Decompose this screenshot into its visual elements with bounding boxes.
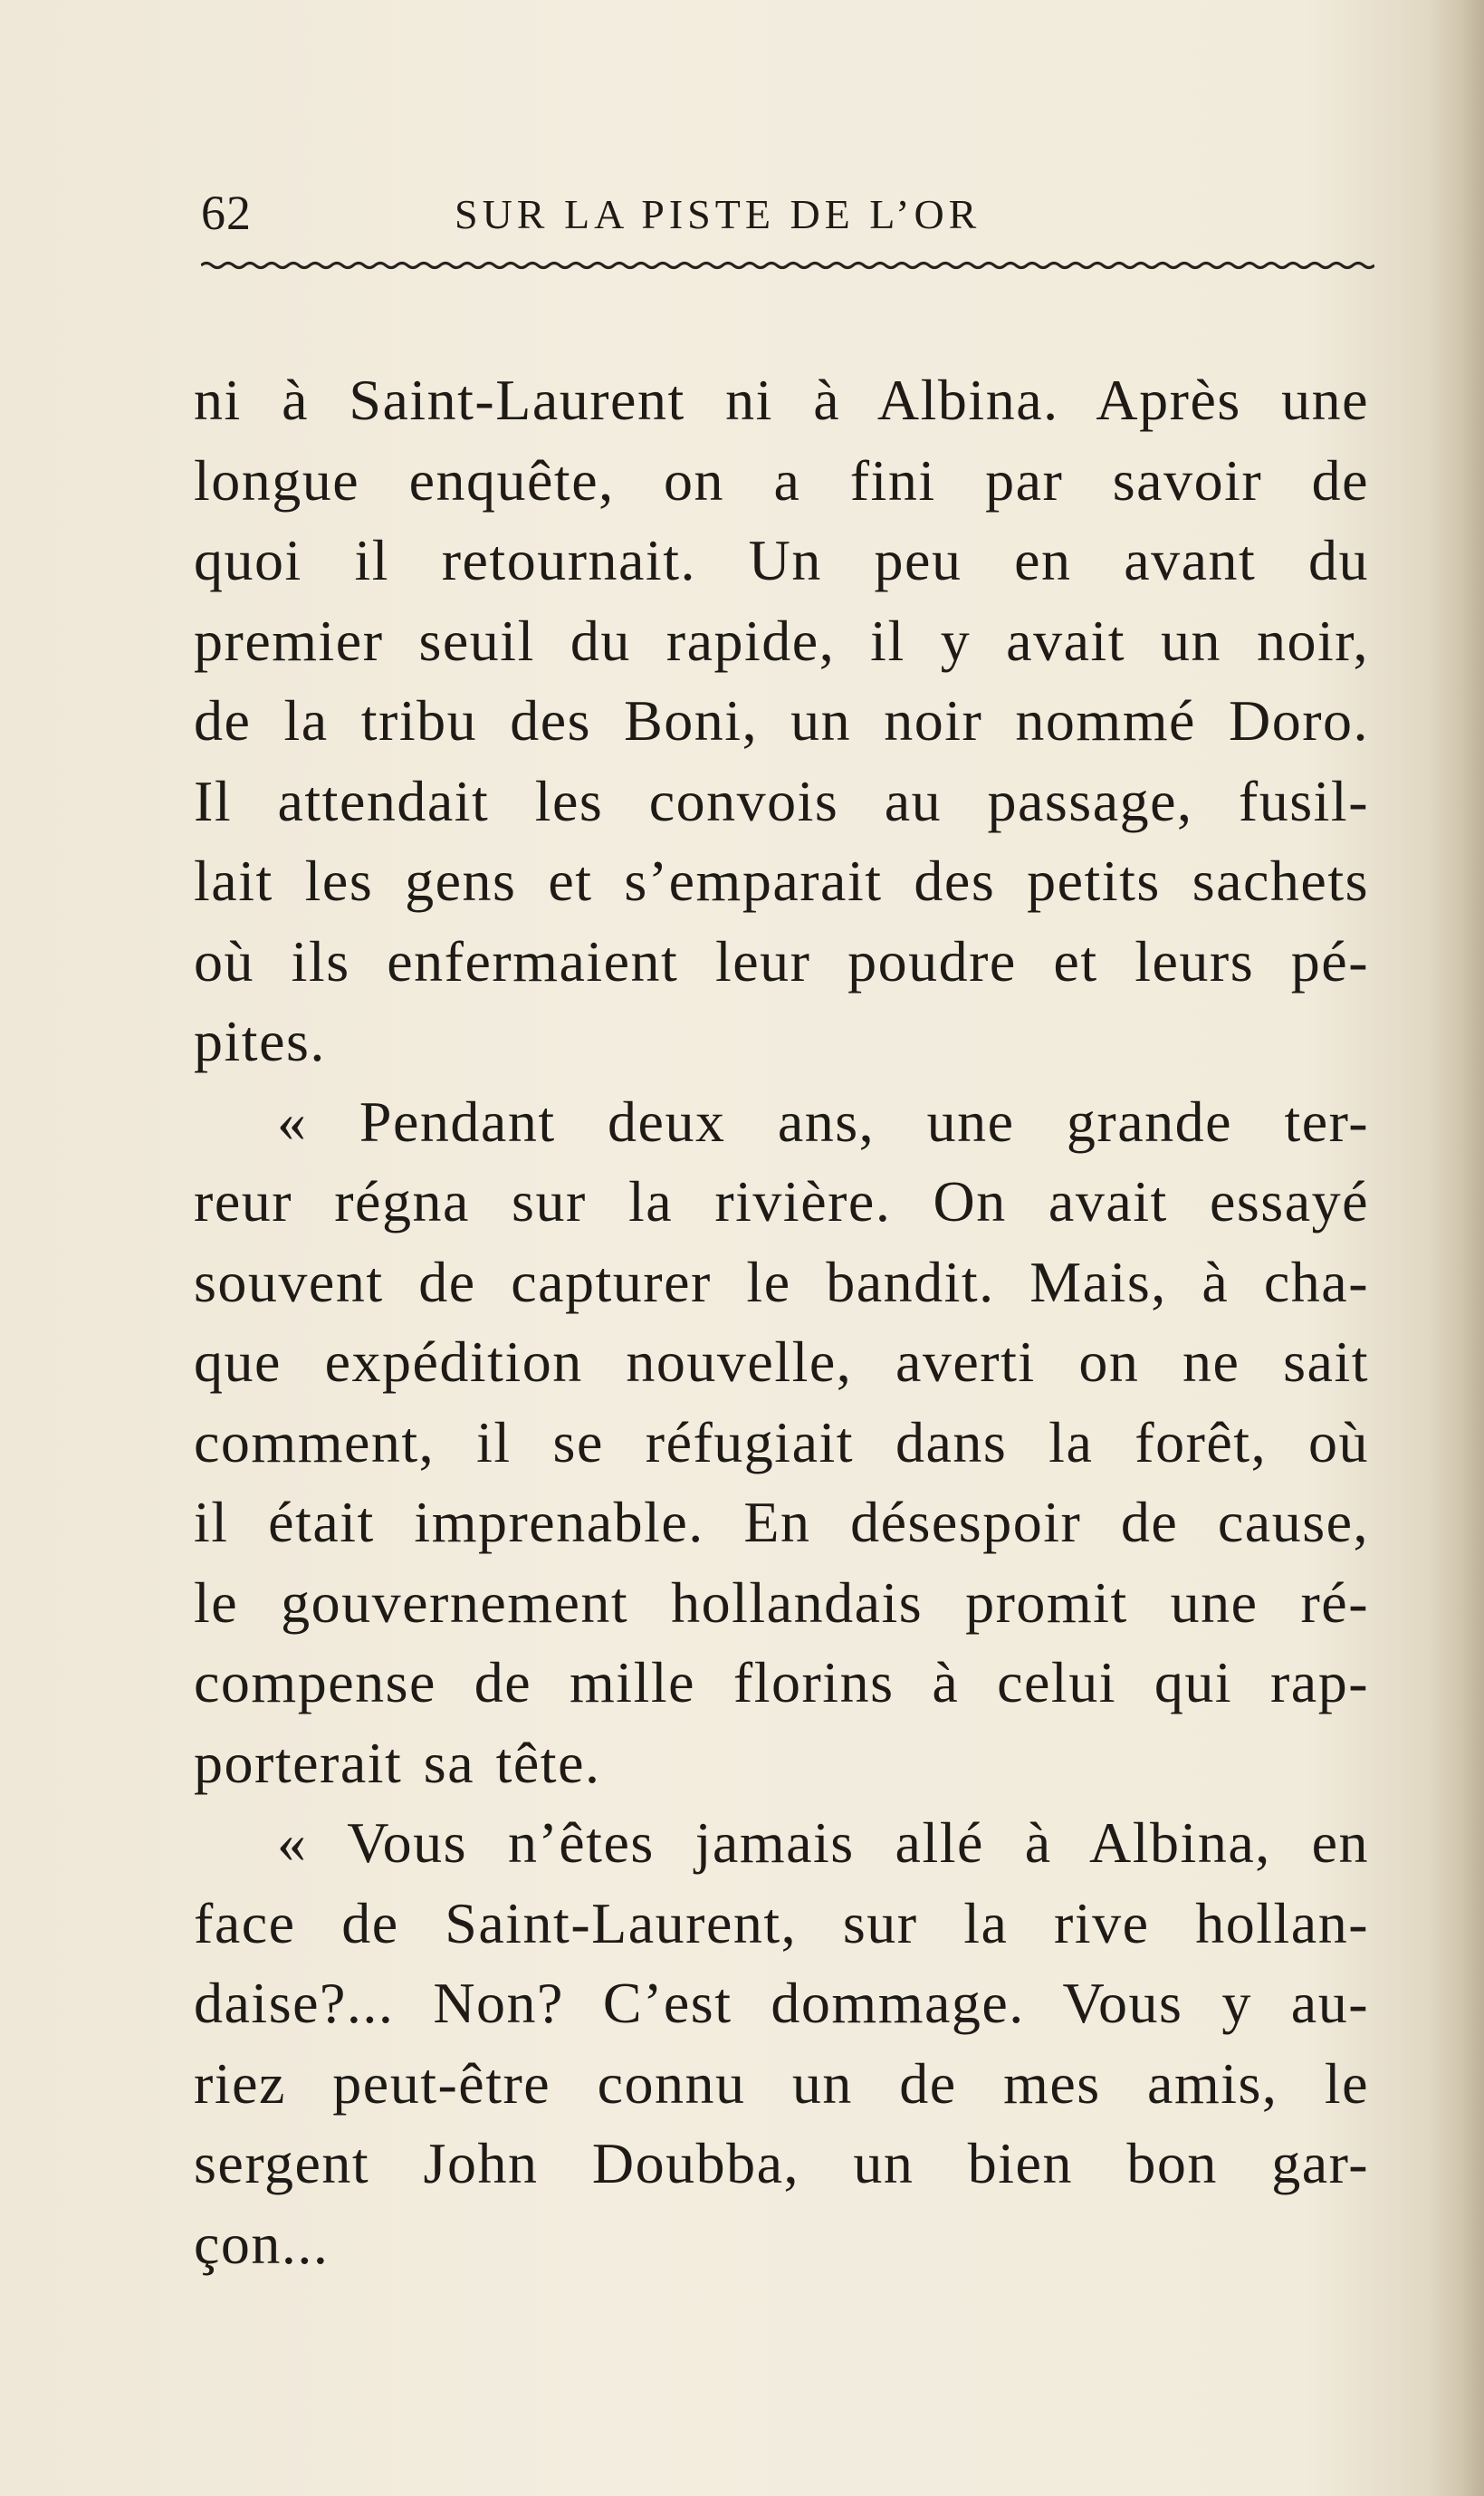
text-line: ni à Saint-Laurent ni à Albina. Après une — [194, 368, 1369, 432]
text-line: longue enquête, on a fini par savoir de — [194, 447, 1369, 513]
text-line: que expédition nouvelle, averti on ne sait — [194, 1330, 1369, 1394]
text-line: daise?... Non? C’est dommage. Vous y au- — [194, 1971, 1369, 2035]
text-line: riez peut-être connu un de mes amis, le — [194, 2050, 1369, 2116]
text-line: le gouvernement hollandais promit une ré- — [194, 1570, 1369, 1635]
text-line: souvent de capturer le bandit. Mais, à cha- — [194, 1249, 1369, 1314]
page-edge-shadow — [1430, 0, 1484, 2496]
text-line: Il attendait les convois au passage, fusil- — [194, 768, 1369, 833]
text-line: quoi il retournait. Un peu en avant du — [194, 528, 1369, 592]
text-line: compense de mille florins à celui qui rap- — [194, 1650, 1369, 1714]
text-line: reur régna sur la rivière. On avait essayé — [194, 1169, 1369, 1234]
text-line: porterait sa tête. — [194, 1730, 601, 1795]
text-line: pites. — [194, 1009, 326, 1073]
text-line: où ils enfermaient leur poudre et leurs pé- — [194, 928, 1369, 994]
page-number: 62 — [201, 186, 252, 240]
text-line: « Vous n’êtes jamais allé à Albina, en — [277, 1810, 1369, 1875]
text-line: lait les gens et s’emparait des petits sachets — [194, 849, 1369, 913]
text-line: « Pendant deux ans, une grande ter- — [277, 1089, 1369, 1154]
text-line: çon... — [194, 2211, 330, 2276]
text-line: premier seuil du rapide, il y avait un noir, — [194, 608, 1369, 673]
body-text — [194, 360, 1369, 2284]
running-title: SUR LA PISTE DE L’OR — [455, 191, 981, 237]
text-line: de la tribu des Boni, un noir nommé Doro. — [194, 688, 1369, 753]
text-line: il était imprenable. En désespoir de cause, — [194, 1490, 1369, 1554]
page-header — [201, 186, 1369, 240]
decorative-header-rule — [201, 259, 1374, 272]
text-line: comment, il se réfugiait dans la forêt, où — [194, 1409, 1369, 1474]
text-line: sergent John Doubba, un bien bon gar- — [194, 2131, 1369, 2195]
text-line: face de Saint-Laurent, sur la rive hollan- — [194, 1890, 1369, 1955]
